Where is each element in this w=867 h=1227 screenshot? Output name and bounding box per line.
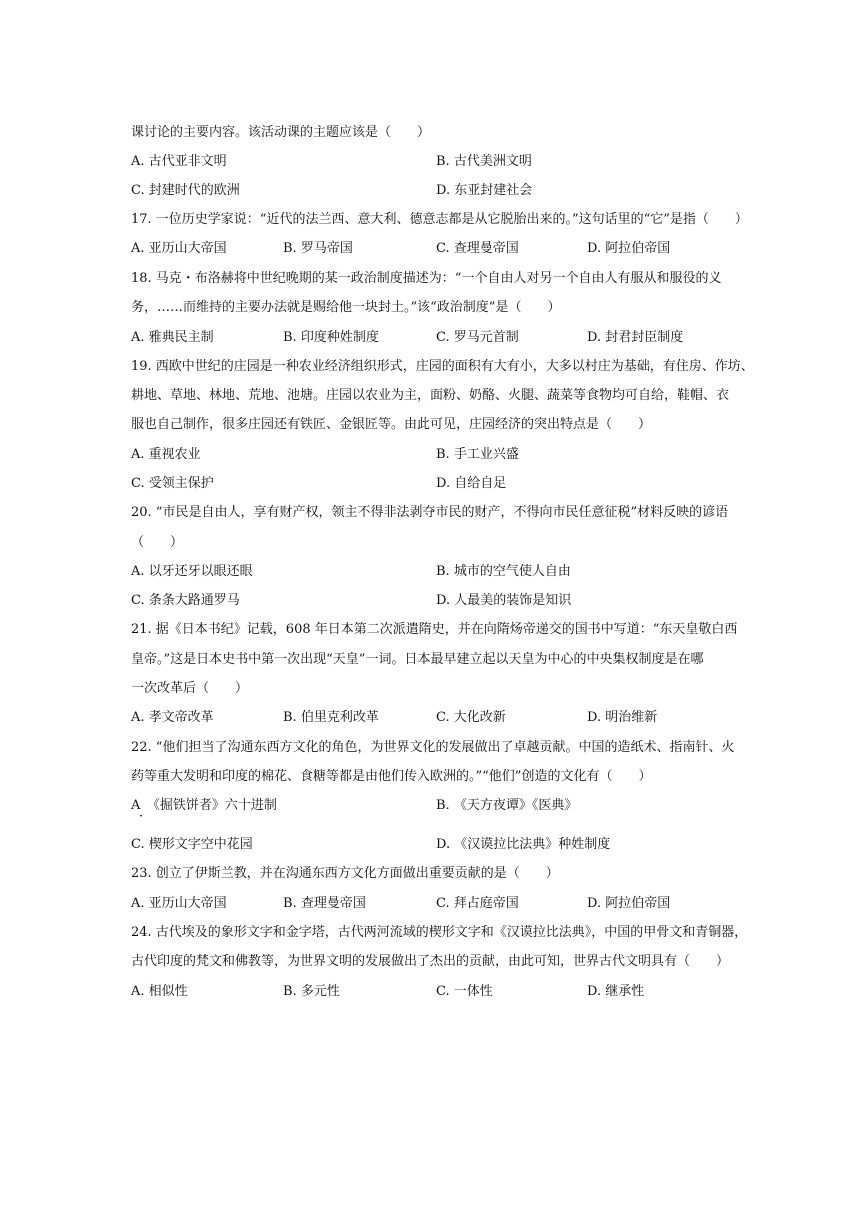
intro-option-d: D. 东亚封建社会 [436, 183, 533, 198]
q22-option-b: B. 《天方夜谭》《医典》 [436, 798, 578, 813]
q17-option-b: B. 罗马帝国 [283, 241, 353, 256]
q19-stem-line-3: 服也自己制作，很多庄园还有铁匠、金银匠等。由此可见，庄园经济的突出特点是（ ） [131, 417, 652, 432]
q22-stem-line-2: 药等重大发明和印度的棉花、食糖等都是由他们传入欧洲的。”“他们”创造的文化有（ ） [131, 769, 652, 784]
q17-option-a: A. 亚历山大帝国 [131, 241, 227, 256]
q19-option-a: A. 重视农业 [131, 447, 201, 462]
q23-option-a: A. 亚历山大帝国 [131, 896, 227, 911]
q21-stem-line-3: 一次改革后（ ） [131, 681, 249, 696]
q17-option-d: D. 阿拉伯帝国 [587, 241, 671, 256]
q23-stem-line-1: 23. 创立了伊斯兰教，并在沟通东西方文化方面做出重要贡献的是（ ） [131, 866, 559, 881]
q18-option-b: B. 印度种姓制度 [283, 330, 379, 345]
q24-option-c: C. 一体性 [436, 984, 493, 999]
q21-option-c: C. 大化改新 [436, 710, 506, 725]
intro-option-c: C. 封建时代的欧洲 [131, 183, 240, 198]
q22-option-a-dot: · [139, 809, 144, 824]
intro-line: 课讨论的主要内容。该活动课的主题应该是（ ） [131, 125, 431, 140]
q22-option-c: C. 楔形文字空中花园 [131, 837, 253, 852]
q20-option-c: C. 条条大路通罗马 [131, 593, 240, 608]
q21-stem-line-2: 皇帝。”这是日本史书中第一次出现“天皇”一词。日本最早建立起以天皇为中心的中央集权制度是在哪 [131, 652, 704, 667]
q18-stem-line-2: 务，……而维持的主要办法就是赐给他一块封土。”该“政治制度”是（ ） [131, 300, 561, 315]
intro-option-a: A. 古代亚非文明 [131, 154, 227, 169]
q20-option-a: A. 以牙还牙以眼还眼 [131, 564, 253, 579]
q20-option-b: B. 城市的空气使人自由 [436, 564, 571, 579]
q22-option-d: D. 《汉谟拉比法典》种姓制度 [436, 837, 611, 852]
q17-option-c: C. 查理曼帝国 [436, 241, 519, 256]
q21-option-d: D. 明治维新 [587, 710, 658, 725]
q24-stem-line-2: 古代印度的梵文和佛教等，为世界文明的发展做出了杰出的贡献，由此可知，世界古代文明具有（ ） [131, 954, 730, 969]
q19-option-c: C. 受领主保护 [131, 476, 214, 491]
q18-option-d: D. 封君封臣制度 [587, 330, 684, 345]
q19-option-b: B. 手工业兴盛 [436, 447, 519, 462]
q19-stem-line-2: 耕地、草地、林地、荒地、池塘。庄园以农业为主，面粉、奶酪、火腿、蔬菜等食物均可自给，鞋帽、衣 [131, 388, 730, 403]
q19-option-d: D. 自给自足 [436, 476, 507, 491]
q18-option-a: A. 雅典民主制 [131, 330, 214, 345]
q21-option-a: A. 孝文帝改革 [131, 710, 214, 725]
q24-stem-line-1: 24. 古代埃及的象形文字和金字塔，古代两河流域的楔形文字和《汉谟拉比法典》，中国的甲骨文和青铜器， [131, 925, 748, 940]
q18-option-c: C. 罗马元首制 [436, 330, 519, 345]
q24-option-b: B. 多元性 [283, 984, 340, 999]
q23-option-b: B. 查理曼帝国 [283, 896, 366, 911]
q20-option-d: D. 人最美的装饰是知识 [436, 593, 572, 608]
q20-stem-line-2: （ ） [131, 535, 184, 550]
q24-option-a: A. 相似性 [131, 984, 188, 999]
q21-stem-line-1: 21. 据《日本书纪》记载，608 年日本第二次派遣隋史，并在向隋炀帝递交的国书中写道：“东天皇敬白西 [131, 622, 738, 637]
q22-option-a: A 《掘铁饼者》六十进制 [131, 798, 277, 813]
q19-stem-line-1: 19. 西欧中世纪的庄园是一种农业经济组织形式，庄园的面积有大有小，大多以村庄为基础，有住房、作坊、 [131, 359, 754, 374]
q24-option-d: D. 继承性 [587, 984, 645, 999]
q23-option-c: C. 拜占庭帝国 [436, 896, 519, 911]
q20-stem-line-1: 20. “市民是自由人，享有财产权，领主不得非法剥夺市民的财产，不得向市民任意征税”材料反映的谚语 [131, 505, 729, 520]
intro-option-b: B. 古代美洲文明 [436, 154, 532, 169]
q23-option-d: D. 阿拉伯帝国 [587, 896, 671, 911]
q21-option-b: B. 伯里克利改革 [283, 710, 379, 725]
q17-stem-line-1: 17. 一位历史学家说：“近代的法兰西、意大利、德意志都是从它脱胎出来的。”这句话里的“它”是指（ ） [131, 212, 748, 227]
q18-stem-line-1: 18. 马克・布洛赫将中世纪晚期的某一政治制度描述为：“一个自由人对另一个自由人有服从和服役的义 [131, 271, 722, 286]
q22-stem-line-1: 22. “他们担当了沟通东西方文化的角色，为世界文化的发展做出了卓越贡献。中国的造纸术、指南针、火 [131, 740, 735, 755]
